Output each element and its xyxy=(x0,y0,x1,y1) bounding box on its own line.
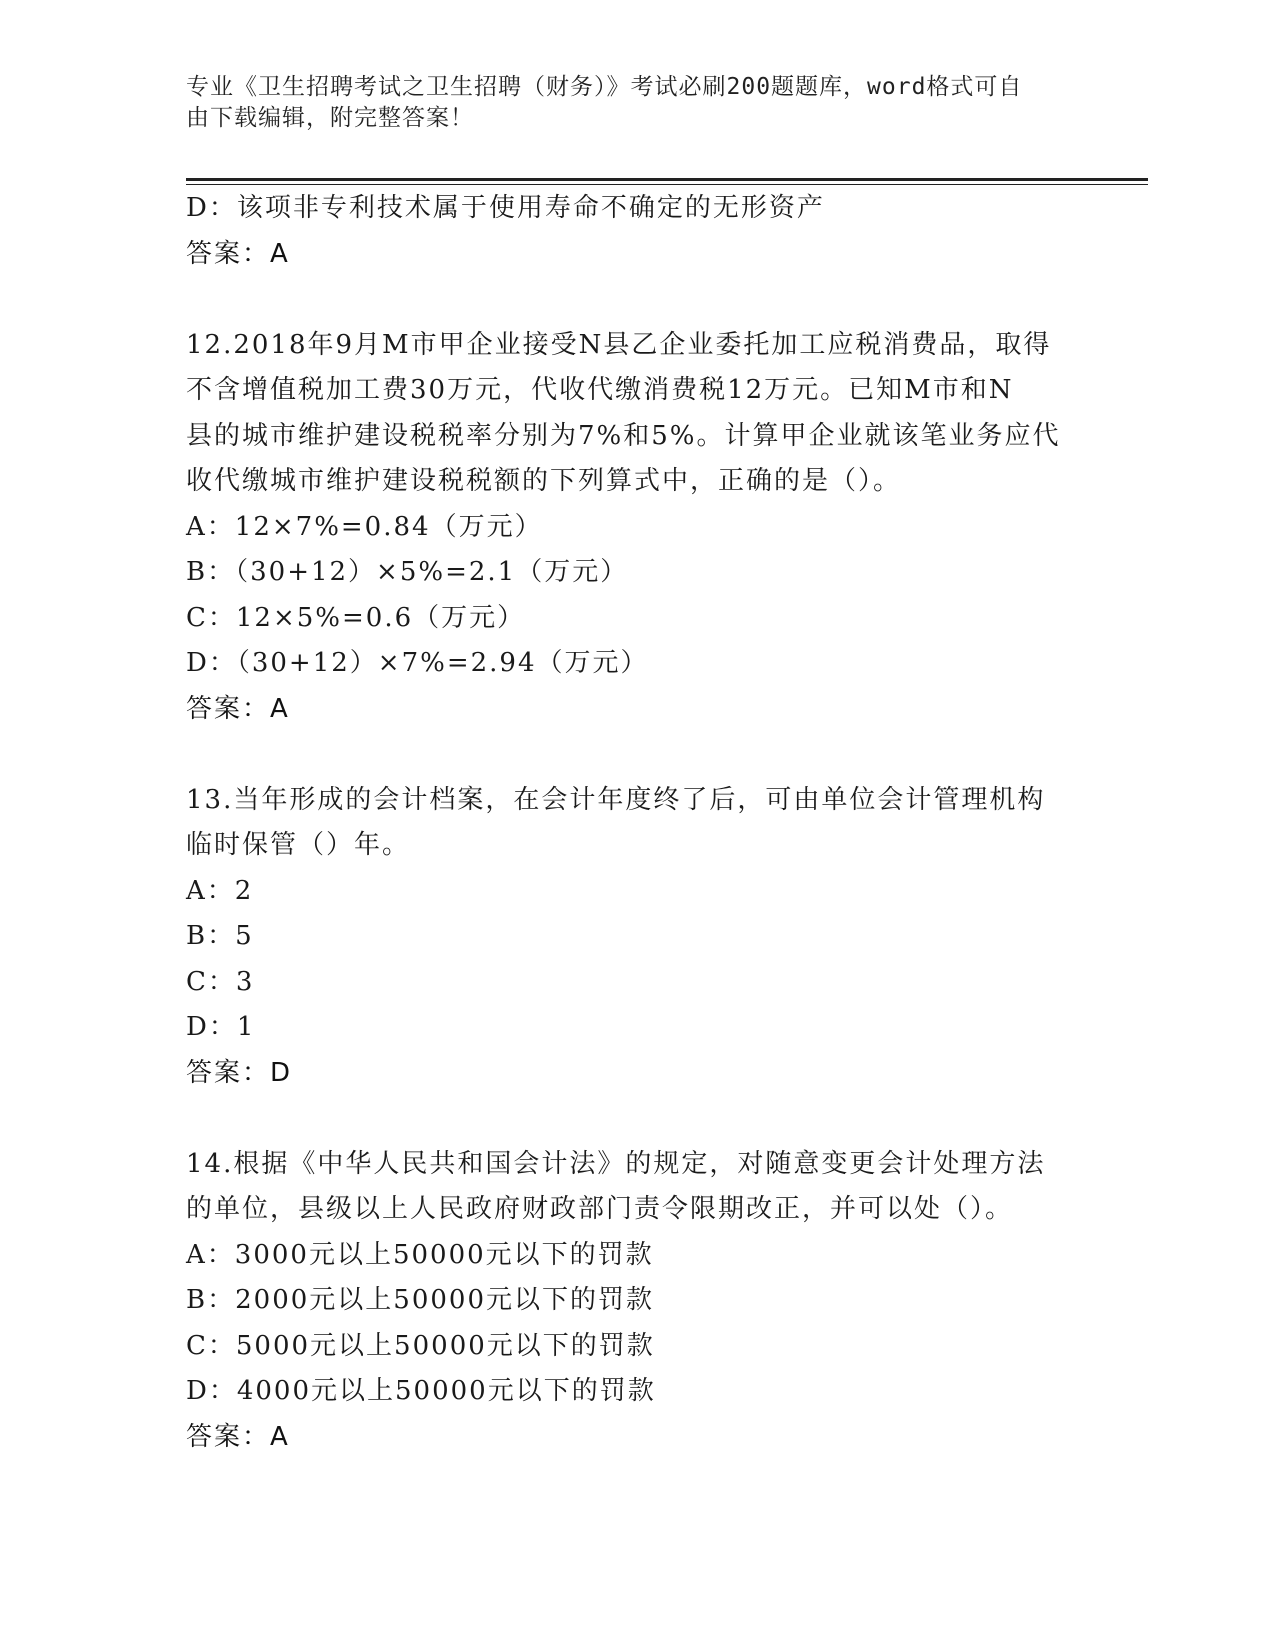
option-b: B：2000元以上50000元以下的罚款 xyxy=(186,1285,654,1315)
question-12 xyxy=(186,323,1086,733)
question-text-line: 县的城市维护建设税税率分别为7%和5%。计算甲企业就该笔业务应代 xyxy=(186,420,1061,451)
header-line-1: 专业《卫生招聘考试之卫生招聘（财务）》考试必刷200题题库，word格式可自 xyxy=(186,74,1023,100)
answer-line: 答案：D xyxy=(186,1057,293,1088)
answer-line: 答案：A xyxy=(186,238,290,269)
header-rule-thin xyxy=(186,184,1148,185)
option-d: D：该项非专利技术属于使用寿命不确定的无形资产 xyxy=(186,193,825,223)
option-a: A：3000元以上50000元以下的罚款 xyxy=(186,1239,654,1270)
answer-line: 答案：A xyxy=(186,693,290,724)
question-14 xyxy=(186,1142,1086,1461)
spacer xyxy=(186,732,1086,778)
option-d: D：1 xyxy=(186,1012,256,1042)
question-text-line: 的单位，县级以上人民政府财政部门责令限期改正，并可以处（）。 xyxy=(186,1194,1014,1224)
question-text-line: 不含增值税加工费30万元，代收代缴消费税12万元。已知M市和N xyxy=(186,375,1014,405)
option-c: C：3 xyxy=(186,966,255,997)
question-text-line: 13.当年形成的会计档案，在会计年度终了后，可由单位会计管理机构 xyxy=(186,784,1046,815)
option-b: B：（30+12）×5%=2.1（万元） xyxy=(186,557,629,587)
question-13 xyxy=(186,778,1086,1097)
spacer xyxy=(186,1096,1086,1142)
question-text-line: 12.2018年9月M市甲企业接受N县乙企业委托加工应税消费品，取得 xyxy=(186,329,1052,360)
header-line-2: 由下载编辑，附完整答案！ xyxy=(186,105,474,131)
option-a: A：2 xyxy=(186,875,254,906)
option-c: C：5000元以上50000元以下的罚款 xyxy=(186,1330,655,1361)
prev-question-tail xyxy=(186,186,1086,277)
option-d: D：（30+12）×7%=2.94（万元） xyxy=(186,648,649,678)
page-header xyxy=(186,72,1086,134)
question-text-line: 临时保管（）年。 xyxy=(186,830,411,860)
header-rule-thick xyxy=(186,178,1148,181)
question-text-line: 14.根据《中华人民共和国会计法》的规定，对随意变更会计处理方法 xyxy=(186,1148,1046,1179)
question-text-line: 收代缴城市维护建设税税额的下列算式中，正确的是（）。 xyxy=(186,466,902,496)
option-d: D：4000元以上50000元以下的罚款 xyxy=(186,1376,656,1406)
option-a: A：12×7%=0.84（万元） xyxy=(186,511,543,542)
document-body xyxy=(186,186,1086,1460)
option-b: B：5 xyxy=(186,921,254,951)
option-c: C：12×5%=0.6（万元） xyxy=(186,602,526,633)
spacer xyxy=(186,277,1086,323)
answer-line: 答案：A xyxy=(186,1421,290,1452)
